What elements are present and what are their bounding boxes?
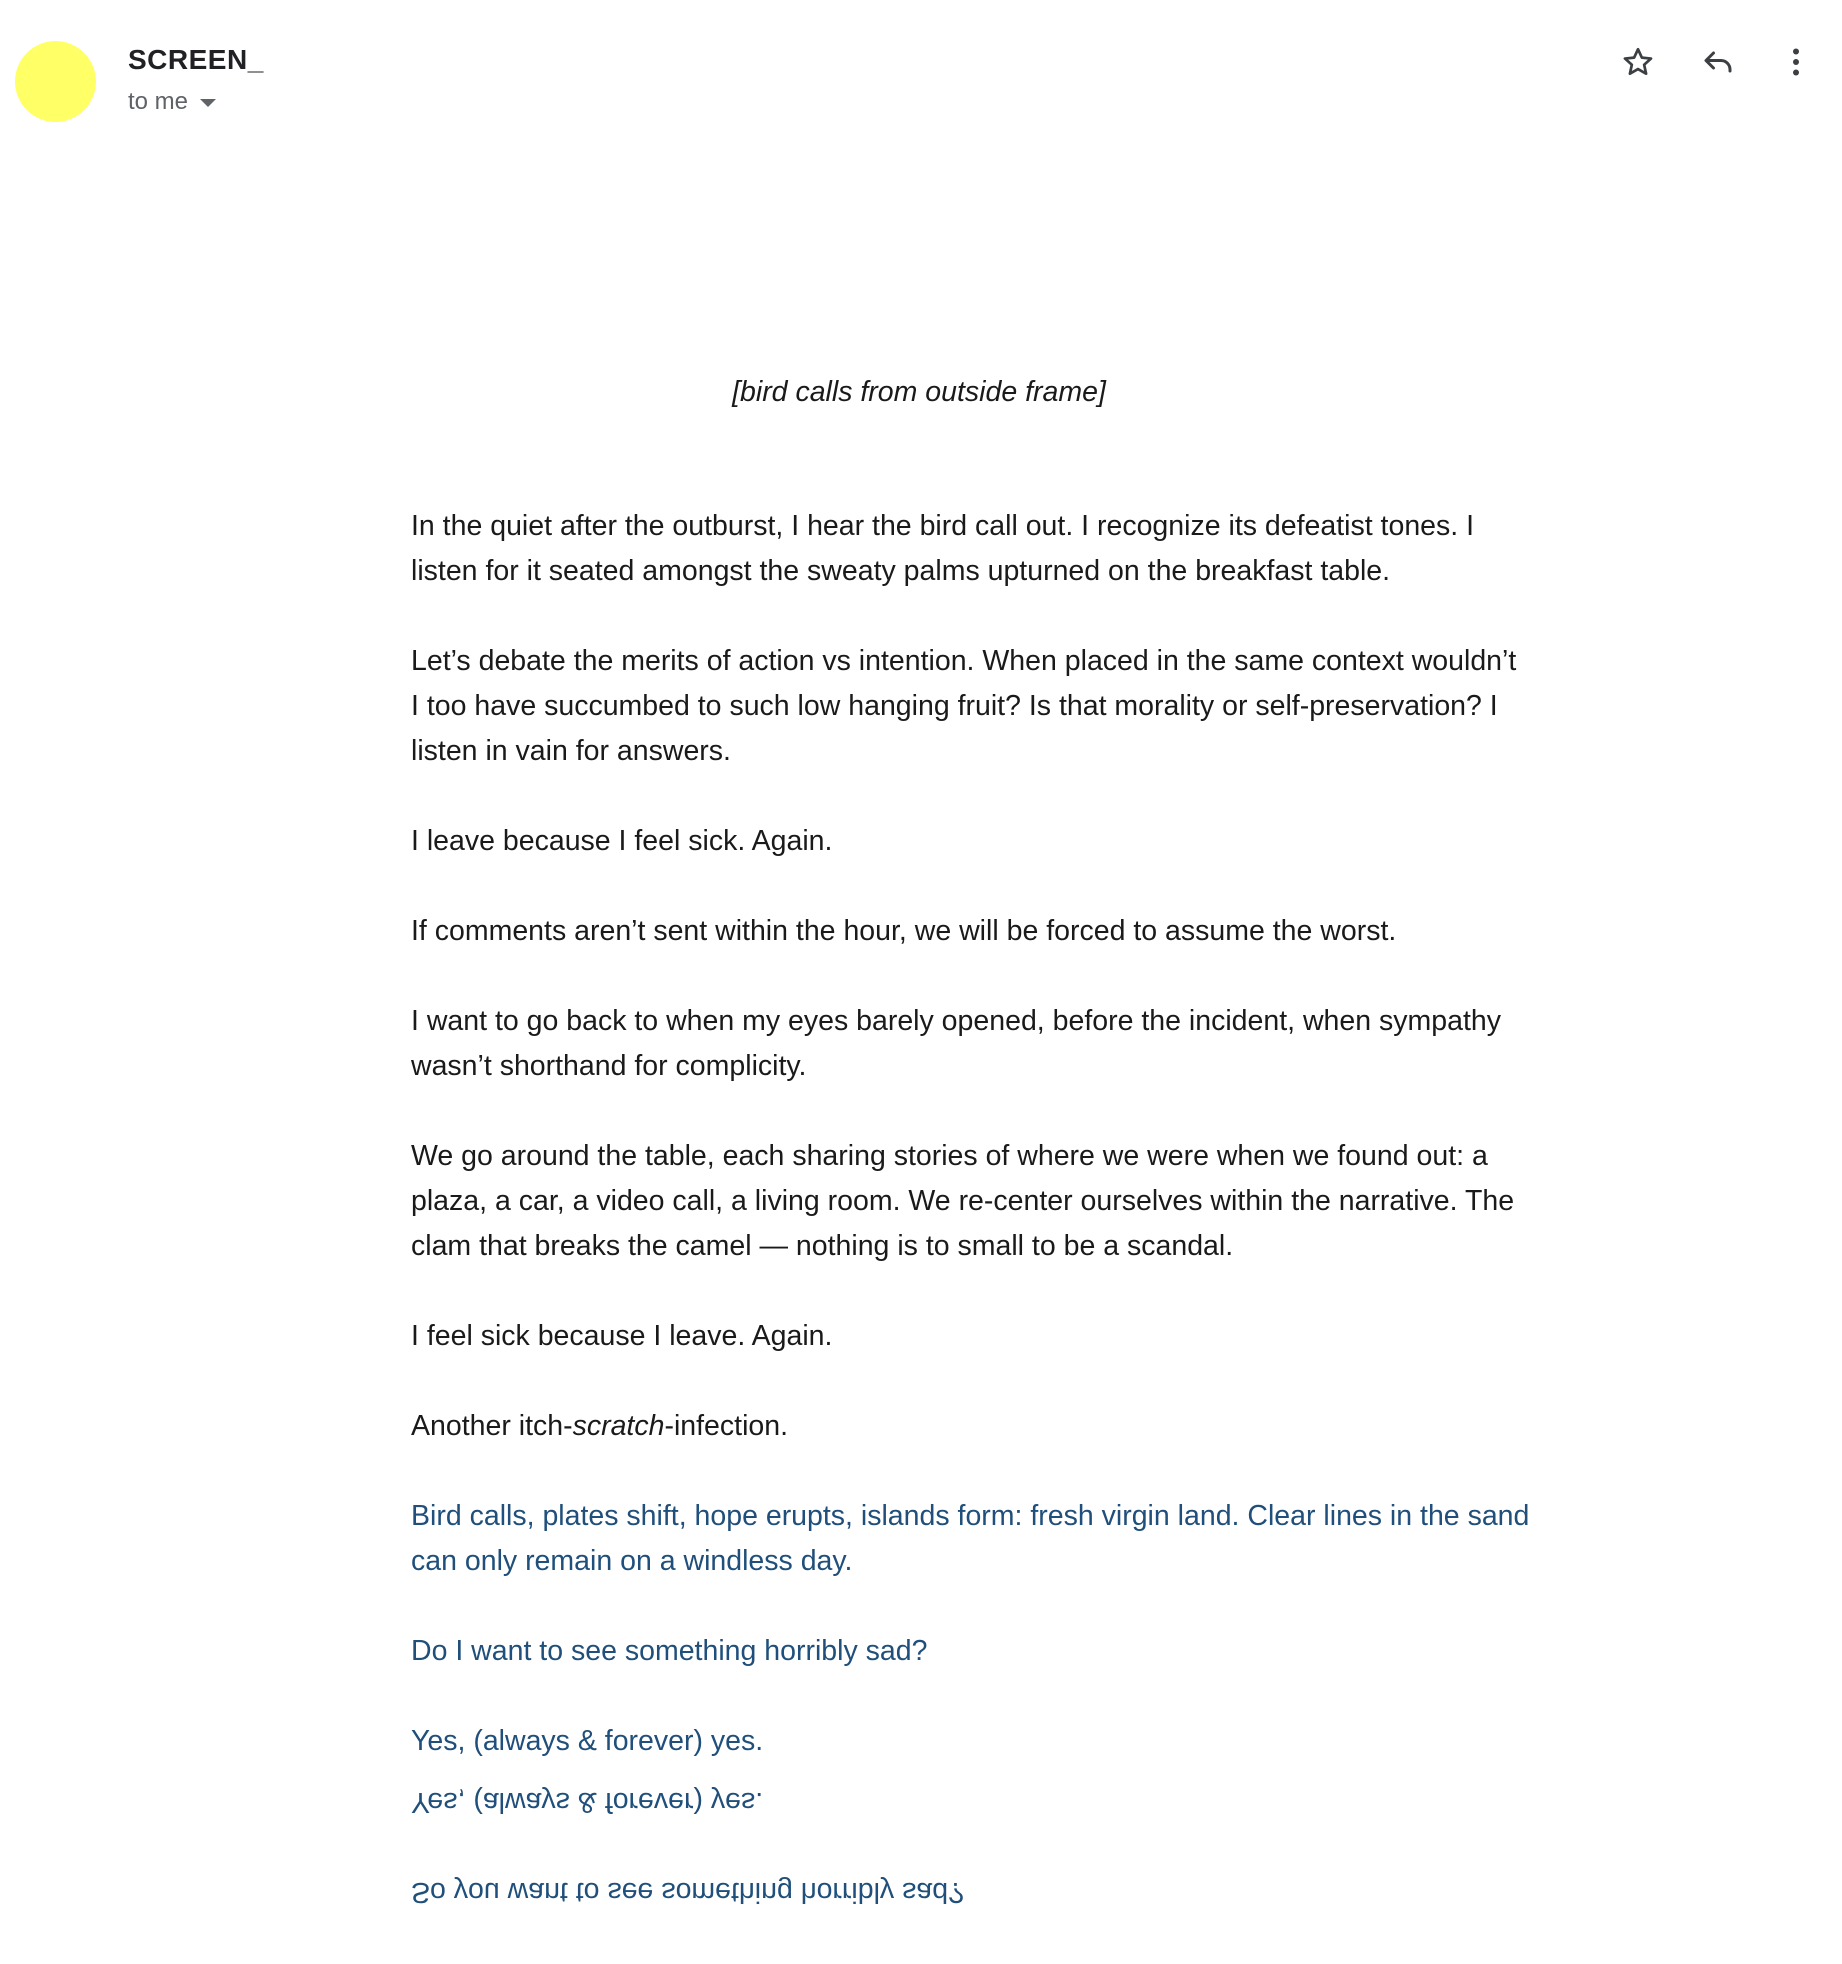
paragraph-blue: Do I want to see something horribly sad? (411, 1635, 928, 1667)
paragraph: We go around the table, each sharing stories of where we were when we found out: a plaza, a car, a video call, a living room. We re-center ourselves within the narrative. The clam that breaks the camel — nothing is to small to be a scandal. (411, 1140, 1515, 1262)
itch-before: Another itch- (411, 1410, 573, 1442)
paragraph-itch (411, 1404, 1531, 1449)
more-options-button[interactable] (1774, 40, 1818, 84)
more-vert-icon (1778, 44, 1814, 80)
paragraph: If comments aren’t sent within the hour, we will be forced to assume the worst. (411, 915, 1397, 947)
paragraph: Let’s debate the merits of action vs intention. When placed in the same context wouldn’t I too have succumbed to such low hanging fruit? Is that morality or self-preservation? I listen in vain for answers. (411, 645, 1517, 767)
paragraph: In the quiet after the outburst, I hear the bird call out. I recognize its defeatist tones. I listen for it seated amongst the sweaty palms upturned on the breakfast table. (411, 510, 1475, 587)
email-header (0, 0, 1842, 140)
flipped-text: Yes, (always & forever) yes. (411, 1786, 764, 1818)
sender-name[interactable]: SCREEN_ (128, 44, 264, 75)
avatar[interactable] (15, 41, 96, 122)
star-button[interactable] (1616, 40, 1660, 84)
caption (411, 370, 1531, 415)
paragraph-blue: Bird calls, plates shift, hope erupts, islands form: fresh virgin land. Clear lines in the sand can only remain on a windless day. (411, 1500, 1530, 1577)
flipped-text: So you want to see something horribly sad? (411, 1876, 964, 1908)
recipient-label: to me (128, 88, 189, 115)
itch-after: -infection. (664, 1410, 789, 1442)
star-icon (1620, 44, 1656, 80)
reply-button[interactable] (1696, 40, 1740, 84)
paragraph-blue: Yes, (always & forever) yes. (411, 1725, 764, 1757)
paragraph-flipped (411, 1779, 1531, 1824)
chevron-down-icon (200, 99, 216, 107)
paragraph: I feel sick because I leave. Again. (411, 1320, 833, 1352)
caption-text: [bird calls from outside frame] (732, 376, 1106, 408)
reply-icon (1700, 44, 1736, 80)
paragraph: I leave because I feel sick. Again. (411, 825, 833, 857)
itch-italic: scratch (572, 1410, 665, 1442)
paragraph-flipped (411, 1869, 1531, 1914)
recipient-dropdown[interactable] (128, 88, 216, 116)
paragraph: I want to go back to when my eyes barely opened, before the incident, when sympathy wasn’t shorthand for complicity. (411, 1005, 1501, 1082)
